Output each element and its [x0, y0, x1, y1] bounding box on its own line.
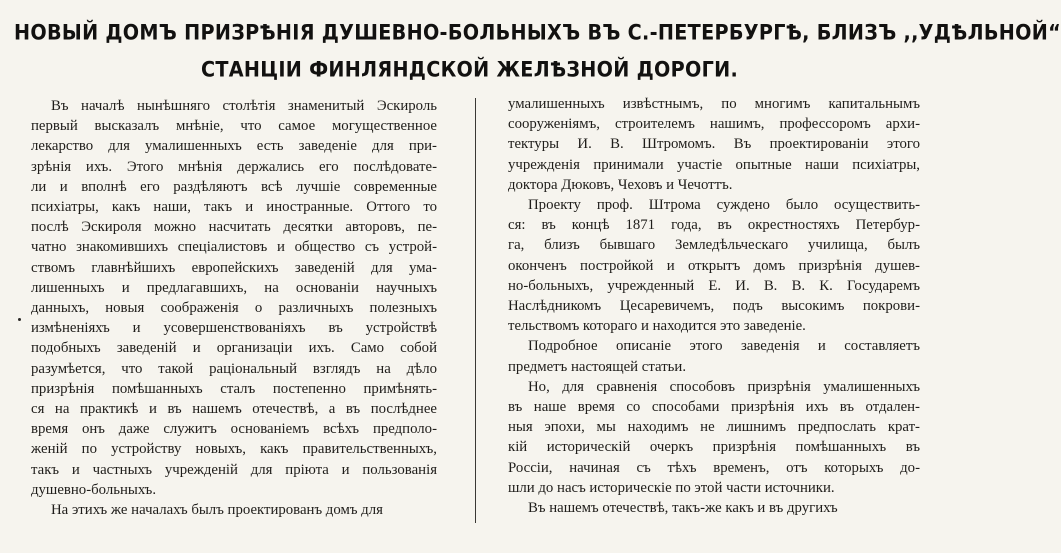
- text-line: ныя эпохи, мы находимъ не лишнимъ предпослать крат-: [508, 419, 920, 436]
- text-line: зрѣнія ихъ. Этого мнѣнія держались его послѣдовате-: [31, 158, 437, 175]
- right-column: [508, 96, 920, 518]
- text-line: чатно знакомившихъ спеціалистовъ и общество съ устрой-: [31, 239, 437, 256]
- text-line: кій историческій очеркъ призрѣнія помѣшанныхъ въ: [508, 439, 920, 456]
- print-speck: [18, 318, 21, 321]
- left-column: [31, 96, 437, 520]
- text-line: умалишенныхъ извѣстнымъ, по многимъ капитальнымъ: [508, 96, 920, 112]
- text-line: призрѣнія помѣшанныхъ сталъ постепенно примѣнять-: [31, 380, 437, 397]
- text-line: время онъ даже служитъ основаніемъ всѣхъ предполо-: [31, 421, 437, 438]
- text-line: шли до насъ историческіе по этой части источники.: [508, 479, 835, 496]
- text-line: ли и вполнѣ его раздѣляютъ всѣ лучшіе современные: [31, 178, 437, 195]
- text-line: сооруженіямъ, строителемъ нашимъ, профессоромъ архи-: [508, 116, 920, 133]
- title-line-2: СТАНЦІИ ФИНЛЯНДСКОЙ ЖЕЛѢЗНОЙ ДОРОГИ.: [200, 56, 739, 83]
- text-line: ся на практикѣ и въ нашемъ отечествѣ, а въ послѣднее: [31, 401, 437, 418]
- text-line: га, близъ бывшаго Земледѣльческаго училища, былъ: [508, 237, 920, 254]
- text-line: Но, для сравненія способовъ призрѣнія умалишенныхъ: [528, 378, 920, 395]
- article-title: [14, 14, 1061, 89]
- text-line: тельствомъ котораго и находится это заведеніе.: [508, 318, 806, 335]
- text-line: женій по устройству новыхъ, какъ правительственныхъ,: [31, 441, 437, 458]
- text-line: тектуры И. В. Штромомъ. Въ проектированіи этого: [508, 136, 920, 153]
- text-line: ся: въ концѣ 1871 года, въ окрестностяхъ Петербур-: [508, 217, 920, 234]
- text-line: Россіи, начиная съ тѣхъ временъ, отъ которыхъ до-: [508, 459, 920, 476]
- text-line: психіатры, какъ наши, такъ и иностранные. Оттого то: [31, 199, 437, 216]
- text-line: Подробное описаніе этого заведенія и составляетъ: [528, 338, 920, 355]
- text-line: предметъ настоящей статьи.: [508, 358, 687, 375]
- text-line: Наслѣдникомъ Цесаревичемъ, подъ высокимъ покрови-: [508, 298, 920, 315]
- text-line: лекарство для умалишенныхъ есть заведеніе для при-: [31, 138, 437, 155]
- text-line: подобныхъ заведеній и организаціи ихъ. Само собой: [31, 340, 437, 357]
- text-line: Проекту проф. Штрома суждено было осуществить-: [528, 197, 920, 214]
- text-line: лишенныхъ и предлагавшихъ, на основаніи научныхъ: [31, 279, 437, 296]
- text-line: ствомъ главнѣйшихъ европейскихъ заведеній для ума-: [31, 259, 437, 276]
- column-divider: [475, 98, 476, 523]
- text-line: такъ и частныхъ учрежденій для пріюта и пользованія: [31, 461, 437, 478]
- text-line: На этихъ же началахъ былъ проектированъ домъ для: [51, 502, 383, 519]
- text-line: данныхъ, новыя соображенія о различныхъ полезныхъ: [31, 300, 437, 317]
- text-line: учрежденія принимали участіе опытные наши психіатры,: [508, 156, 920, 173]
- text-line: измѣненіяхъ и усовершенствованіяхъ въ устройствѣ: [31, 320, 437, 337]
- title-line-1: НОВЫЙ ДОМЪ ПРИЗРѢНІЯ ДУШЕВНО-БОЛЬНЫХЪ ВЪ С.-ПЕТЕРБУРГѢ, БЛИЗЪ ,,УДѢЛЬНОЙ“: [14, 19, 1061, 45]
- text-line: оконченъ постройкой и открытъ домъ призрѣнія душев-: [508, 257, 920, 274]
- text-line: но-больныхъ, учрежденный Е. И. В. В. К. Государемъ: [508, 277, 920, 294]
- text-line: первый высказалъ мнѣніе, что самое могущественное: [31, 118, 437, 135]
- text-line: Въ нашемъ отечествѣ, такъ-же какъ и въ другихъ: [528, 500, 838, 517]
- text-line: душевно-больныхъ.: [31, 481, 157, 498]
- text-line: въ наше время со способами призрѣнія ихъ въ отдален-: [508, 399, 920, 416]
- text-line: разумѣется, что такой раціональный взглядъ на дѣло: [31, 360, 437, 377]
- text-line: Въ началѣ нынѣшняго столѣтія знаменитый Эскироль: [51, 98, 437, 114]
- text-line: доктора Дюковъ, Чеховъ и Чечоттъ.: [508, 176, 733, 193]
- text-line: послѣ Эскироля можно насчитать десятки авторовъ, пе-: [31, 219, 437, 236]
